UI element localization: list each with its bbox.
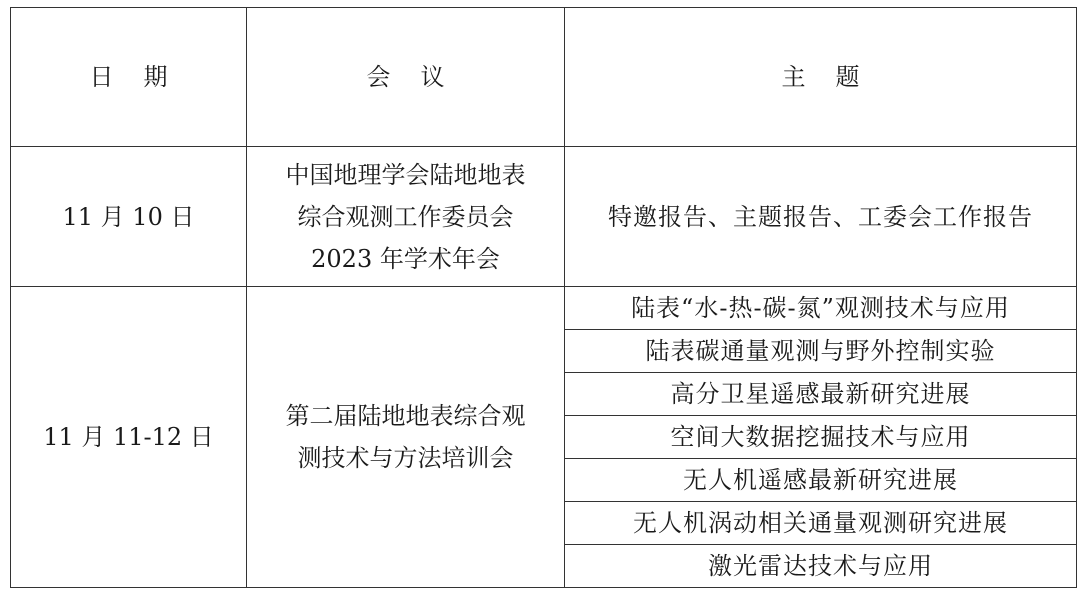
topic-cell: 无人机遥感最新研究进展 — [565, 459, 1077, 502]
topic-cell: 陆表碳通量观测与野外控制实验 — [565, 330, 1077, 373]
date-cell: 11 月 11-12 日 — [11, 287, 247, 588]
meeting-cell — [247, 147, 565, 287]
meeting-line: 2023 年学术年会 — [311, 244, 500, 273]
header-theme: 主题 — [565, 8, 1077, 147]
table-row — [11, 147, 1077, 287]
topic-cell: 无人机涡动相关通量观测研究进展 — [565, 502, 1077, 545]
topic-cell: 空间大数据挖掘技术与应用 — [565, 416, 1077, 459]
meeting-line: 中国地理学会陆地地表 — [285, 160, 526, 189]
topic-cell: 特邀报告、主题报告、工委会工作报告 — [565, 147, 1077, 287]
topic-cell: 高分卫星遥感最新研究进展 — [565, 373, 1077, 416]
topic-cell: 陆表“水-热-碳-氮”观测技术与应用 — [565, 287, 1077, 330]
meeting-cell — [247, 287, 565, 588]
meeting-line: 综合观测工作委员会 — [297, 202, 514, 231]
topic-cell: 激光雷达技术与应用 — [565, 545, 1077, 588]
header-row — [11, 8, 1077, 147]
header-date: 日期 — [11, 8, 247, 147]
date-cell: 11 月 10 日 — [11, 147, 247, 287]
meeting-line: 第二届陆地地表综合观 — [285, 402, 526, 430]
schedule-table — [10, 7, 1077, 588]
meeting-line: 测技术与方法培训会 — [297, 444, 514, 472]
table-row — [11, 287, 1077, 330]
header-meeting: 会议 — [247, 8, 565, 147]
